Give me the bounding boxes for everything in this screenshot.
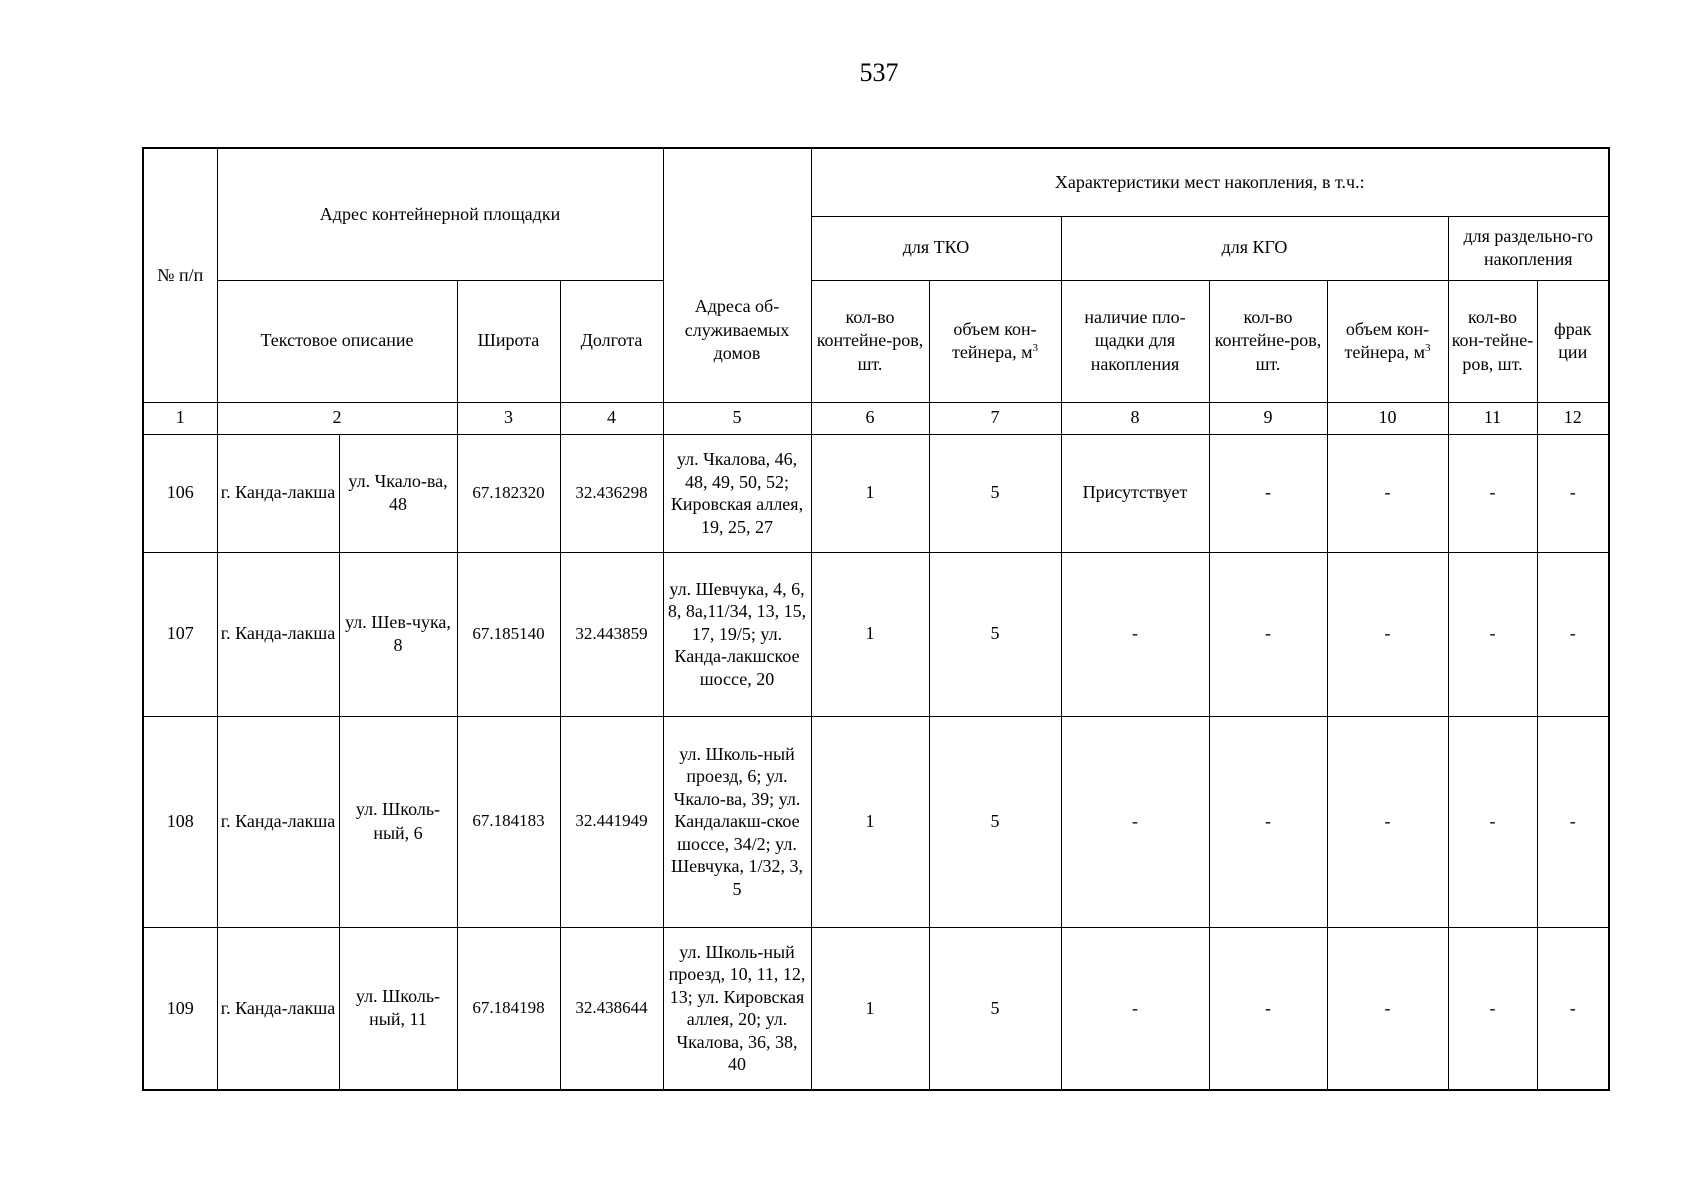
header-col-6: кол-во контейне-ров, шт. [811, 280, 929, 402]
col-number: 12 [1537, 402, 1609, 434]
row-kgo-site: - [1061, 716, 1209, 927]
row-longitude: 32.436298 [560, 434, 663, 552]
col-number: 8 [1061, 402, 1209, 434]
row-kgo-volume: - [1327, 716, 1448, 927]
col-number: 3 [457, 402, 560, 434]
header-kgo: для КГО [1061, 216, 1448, 280]
row-latitude: 67.182320 [457, 434, 560, 552]
row-kgo-count: - [1209, 552, 1327, 716]
row-num: 109 [143, 927, 217, 1090]
col-number: 10 [1327, 402, 1448, 434]
header-served-houses: Адреса об-служиваемых домов [663, 148, 811, 402]
row-kgo-volume: - [1327, 927, 1448, 1090]
row-tko-count: 1 [811, 716, 929, 927]
header-col-7: объем кон-тейнера, $м^3$ [929, 280, 1061, 402]
col-number: 2 [217, 402, 457, 434]
row-tko-count: 1 [811, 927, 929, 1090]
row-kgo-count: - [1209, 716, 1327, 927]
row-longitude: 32.441949 [560, 716, 663, 927]
row-tko-count: 1 [811, 552, 929, 716]
row-latitude: 67.185140 [457, 552, 560, 716]
row-city: г. Канда-лакша [217, 552, 339, 716]
table-row [143, 434, 1609, 552]
row-num: 107 [143, 552, 217, 716]
header-col-10: объем кон-тейнера, $м^3$ [1327, 280, 1448, 402]
header-text-description: Текстовое описание [217, 280, 457, 402]
row-separate-count: - [1448, 716, 1537, 927]
header-col-12: фрак ции [1537, 280, 1609, 402]
row-kgo-count: - [1209, 434, 1327, 552]
col-number: 1 [143, 402, 217, 434]
header-col-11: кол-во кон-тейне-ров, шт. [1448, 280, 1537, 402]
row-separate-count: - [1448, 552, 1537, 716]
row-kgo-volume: - [1327, 552, 1448, 716]
col-number: 7 [929, 402, 1061, 434]
row-kgo-count: - [1209, 927, 1327, 1090]
row-street: ул. Школь-ный, 11 [339, 927, 457, 1090]
row-city: г. Канда-лакша [217, 434, 339, 552]
header-longitude: Долгота [560, 280, 663, 402]
row-served-houses: ул. Школь-ный проезд, 10, 11, 12, 13; ул. Кировская аллея, 20; ул. Чкалова, 36, 38, 40 [663, 927, 811, 1090]
header-characteristics: Характеристики мест накопления, в т.ч.: [811, 148, 1609, 216]
row-longitude: 32.443859 [560, 552, 663, 716]
row-city: г. Канда-лакша [217, 927, 339, 1090]
table-row [143, 716, 1609, 927]
row-street: ул. Чкало-ва, 48 [339, 434, 457, 552]
row-kgo-site: Присутствует [1061, 434, 1209, 552]
col-number: 5 [663, 402, 811, 434]
row-tko-volume: 5 [929, 552, 1061, 716]
col-number: 9 [1209, 402, 1327, 434]
table-row [143, 927, 1609, 1090]
container-sites-table [142, 147, 1610, 1091]
row-tko-volume: 5 [929, 434, 1061, 552]
row-kgo-site: - [1061, 552, 1209, 716]
table-row [143, 552, 1609, 716]
row-separate-count: - [1448, 434, 1537, 552]
row-street: ул. Школь-ный, 6 [339, 716, 457, 927]
row-separate-fraction: - [1537, 552, 1609, 716]
col-number: 6 [811, 402, 929, 434]
row-separate-fraction: - [1537, 434, 1609, 552]
row-num: 108 [143, 716, 217, 927]
row-tko-volume: 5 [929, 927, 1061, 1090]
header-num: № п/п [143, 148, 217, 402]
row-served-houses: ул. Чкалова, 46, 48, 49, 50, 52; Кировская аллея, 19, 25, 27 [663, 434, 811, 552]
row-num: 106 [143, 434, 217, 552]
header-latitude: Широта [457, 280, 560, 402]
column-numbers-row [143, 402, 1609, 434]
row-kgo-site: - [1061, 927, 1209, 1090]
row-latitude: 67.184198 [457, 927, 560, 1090]
row-latitude: 67.184183 [457, 716, 560, 927]
row-served-houses: ул. Шевчука, 4, 6, 8, 8а,11/34, 13, 15, 17, 19/5; ул. Канда-лакшское шоссе, 20 [663, 552, 811, 716]
header-separate: для раздельно-го накопления [1448, 216, 1609, 280]
header-col-8: наличие пло-щадки для накопления [1061, 280, 1209, 402]
row-kgo-volume: - [1327, 434, 1448, 552]
row-city: г. Канда-лакша [217, 716, 339, 927]
col-number: 4 [560, 402, 663, 434]
row-tko-count: 1 [811, 434, 929, 552]
row-longitude: 32.438644 [560, 927, 663, 1090]
header-tko: для ТКО [811, 216, 1061, 280]
row-tko-volume: 5 [929, 716, 1061, 927]
row-street: ул. Шев-чука, 8 [339, 552, 457, 716]
header-address-group: Адрес контейнерной площадки [217, 148, 663, 280]
row-separate-fraction: - [1537, 927, 1609, 1090]
page-number: 537 [859, 58, 899, 87]
row-separate-count: - [1448, 927, 1537, 1090]
row-served-houses: ул. Школь-ный проезд, 6; ул. Чкало-ва, 39; ул. Кандалакш-ское шоссе, 34/2; ул. Шевчука, 1/32, 3, 5 [663, 716, 811, 927]
row-separate-fraction: - [1537, 716, 1609, 927]
header-col-9: кол-во контейне-ров, шт. [1209, 280, 1327, 402]
col-number: 11 [1448, 402, 1537, 434]
